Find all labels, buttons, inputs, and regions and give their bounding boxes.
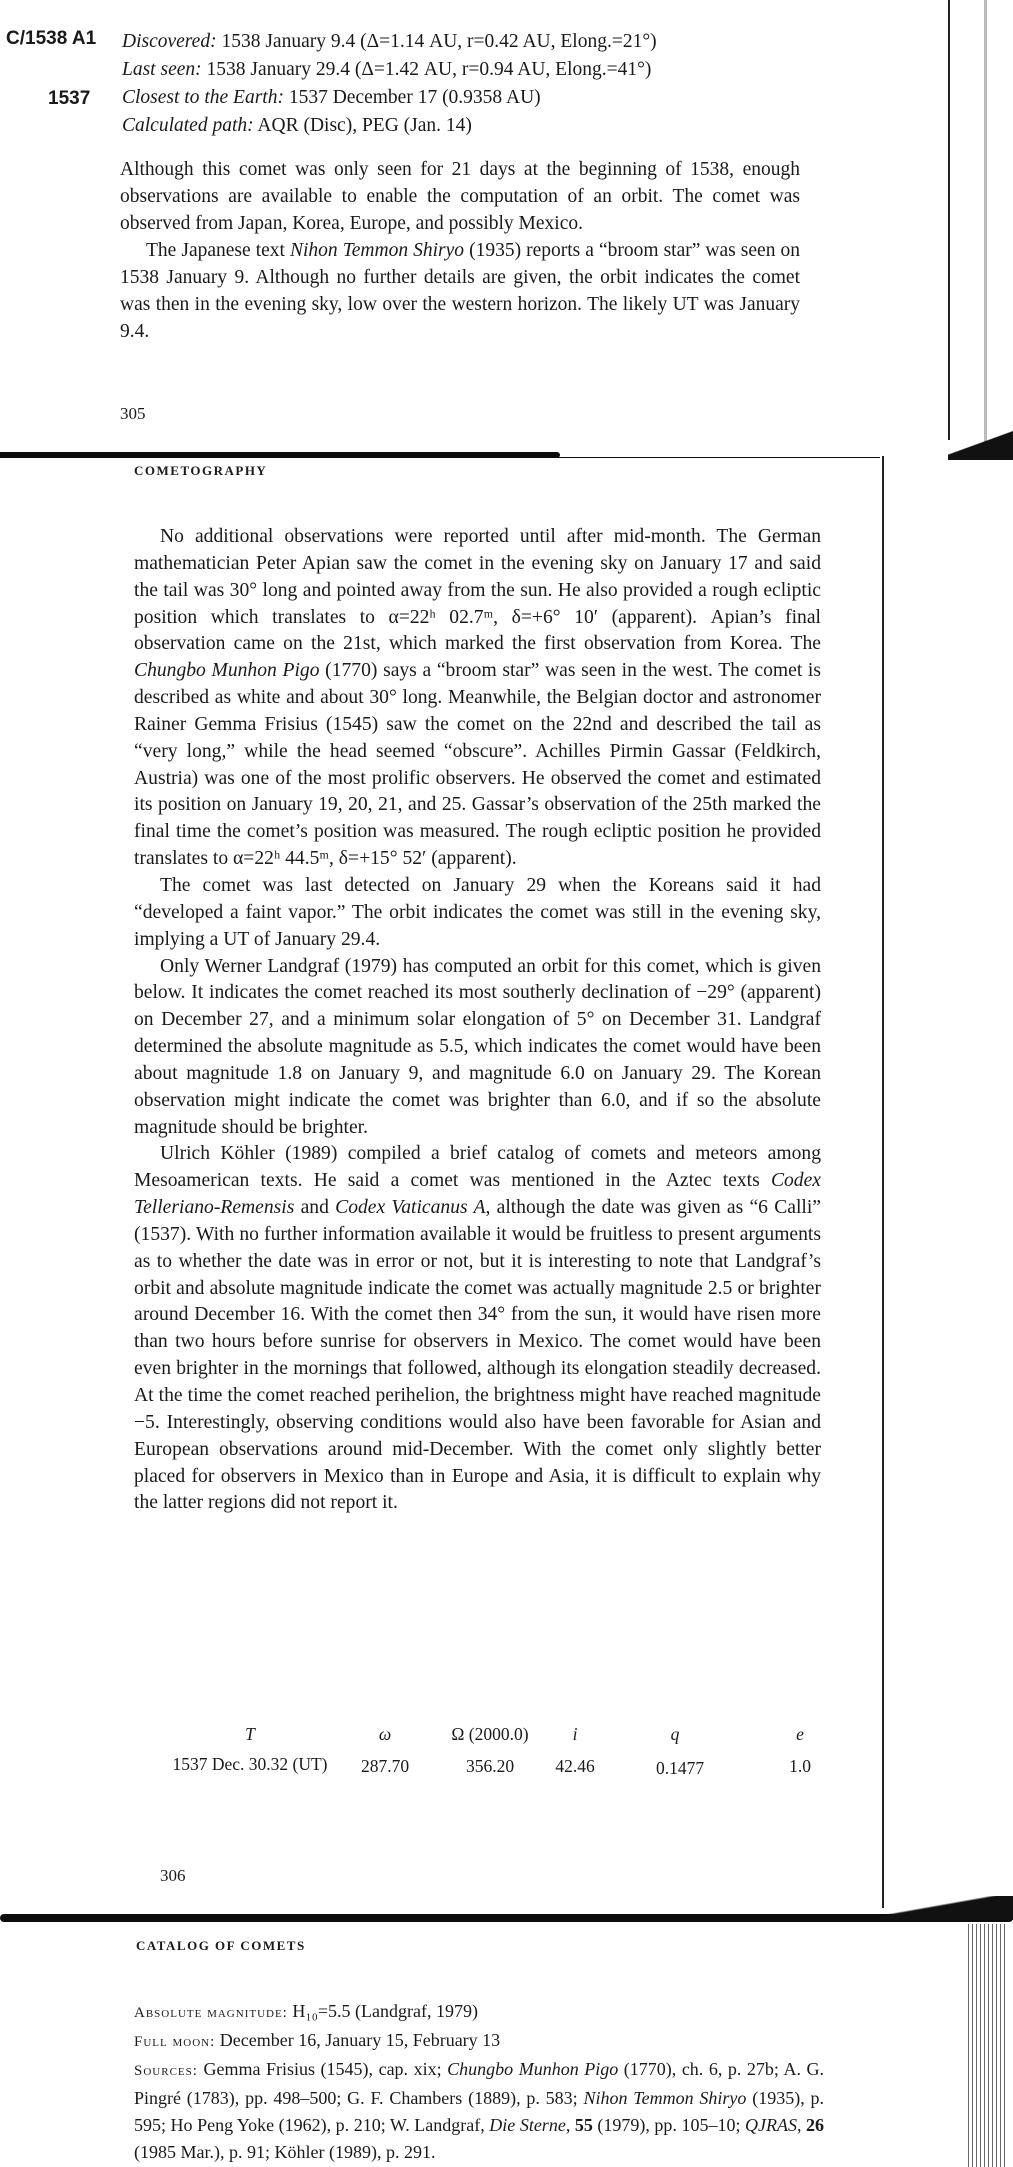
page-edge-shadow bbox=[984, 0, 987, 450]
page1-text bbox=[120, 156, 800, 345]
text: (1770) says a “broom star” was seen in the west. The comet is described as white and about 30° long. Meanwhile, the Belgian doctor and astronomer Rainer Gemma Frisius (1545) saw the comet on the 22nd and described the tail as “very long,” while the head seemed “obscure”. Achilles Pirmin Gassar (Feldkirch, Austria) was one of the most prolific observers. He observed the comet and estimated its position on January 19, 20, 21, and 25. Gassar’s observation of the 25th marked the final time the comet’s position was measured. The rough ecliptic position he provided translates to α=22ʰ 44.5ᵐ, δ=+15° 52′ (apparent). bbox=[134, 660, 821, 870]
paragraph bbox=[134, 524, 821, 873]
orbit-header: e bbox=[796, 1724, 804, 1744]
volume-number: 55 bbox=[574, 2115, 593, 2135]
absolute-magnitude-label: Absolute magnitude: bbox=[134, 2005, 288, 2021]
book-title: QJRAS bbox=[745, 2115, 797, 2135]
book-title: Nihon Temmon Shiryo bbox=[583, 2088, 747, 2108]
running-head: CATALOG OF COMETS bbox=[136, 1938, 306, 1953]
orbit-value: 287.70 bbox=[360, 1756, 410, 1776]
text: (1770), ch. 6, p. 27b; A. G. Pingré (1783), pp. 498–500; G. F. Chambers (1889), p. 583; bbox=[134, 2059, 825, 2108]
path-line bbox=[122, 112, 472, 140]
orbit-value: 42.46 bbox=[555, 1756, 595, 1776]
absolute-magnitude-line bbox=[134, 1998, 824, 2027]
text: No additional observations were reported until after mid-month. The German mathematician Peter Apian saw the comet in the evening sky on January 17 and said the tail was 30° long and pointed away from the sun. He also provided a rough ecliptic position which translates to α=22ʰ 02.7ᵐ, δ=+6° 10′ (apparent). Apian’s final observation came on the 21st, which marked the first observation from Korea. The bbox=[134, 526, 821, 655]
full-moon-label: Full moon: bbox=[134, 2034, 216, 2050]
full-moon-value: December 16, January 15, February 13 bbox=[219, 2030, 501, 2050]
running-head: COMETOGRAPHY bbox=[134, 463, 268, 478]
last-seen-value: 1538 January 29.4 (Δ=1.42 AU, r=0.94 AU, Elong.=41°) bbox=[206, 59, 652, 80]
absolute-magnitude-value: H₁₀=5.5 (Landgraf, 1979) bbox=[292, 2001, 479, 2021]
book-title: Codex Vaticanus A bbox=[335, 1197, 486, 1219]
closest-value: 1537 December 17 (0.9358 AU) bbox=[288, 87, 541, 108]
text: (1935) reports a “broom star” was seen on 1538 January 9. Although no further details are given, the orbit indicates the comet was then in the evening sky, low over the western horizon. The likely UT was January 9.4. bbox=[120, 240, 800, 342]
path-label: Calculated path: bbox=[122, 115, 254, 136]
scan-edge-artifact bbox=[968, 1924, 1008, 2167]
page-number: 305 bbox=[120, 404, 146, 423]
orbit-header: T bbox=[245, 1724, 255, 1744]
text: (1935), p. 595; Ho Peng Yoke (1962), p. 210; W. Landgraf, bbox=[134, 2088, 824, 2135]
text: , bbox=[796, 2115, 807, 2135]
page-edge-line bbox=[882, 456, 884, 1908]
book-title: Codex Telleriano-Remensis bbox=[134, 1170, 821, 1219]
page-separator bbox=[200, 457, 880, 458]
text: , bbox=[565, 2115, 575, 2135]
text: Gemma Frisius (1545), cap. xix; bbox=[203, 2059, 448, 2079]
paragraph bbox=[120, 237, 800, 345]
paragraph: Although this comet was only seen for 21 days at the beginning of 1538, enough observations are available to enable the computation of an orbit. The comet was observed from Japan, Korea, Europe, and possibly Mexico. bbox=[120, 159, 800, 234]
page-curl bbox=[948, 430, 1013, 460]
path-value: AQR (Disc), PEG (Jan. 14) bbox=[257, 115, 472, 136]
page3-text bbox=[134, 1998, 824, 2166]
closest-line bbox=[122, 84, 541, 112]
full-moon-line bbox=[134, 2027, 824, 2056]
discovered-line bbox=[122, 28, 657, 56]
comet-designation: C/1538 A1 bbox=[6, 28, 97, 49]
book-title: Chungbo Munhon Pigo bbox=[447, 2059, 619, 2079]
text: (1985 Mar.), p. 91; Köhler (1989), p. 291. bbox=[134, 2142, 436, 2162]
paragraph: Only Werner Landgraf (1979) has computed an orbit for this comet, which is given below. It indicates the comet reached its most southerly declination of −29° (apparent) on December 27, and a minimum solar elongation of 5° on December 31. Landgraf determined the absolute magnitude as 5.5, which indicates the comet would have been about magnitude 1.8 on January 9, and magnitude 6.0 on January 29. The Korean observation might indicate the comet was brighter than 6.0, and if so the absolute magnitude should be brighter. bbox=[134, 955, 821, 1138]
volume-number: 26 bbox=[806, 2115, 825, 2135]
orbit-header: i bbox=[572, 1724, 578, 1744]
page2-text bbox=[134, 524, 821, 1517]
text: (1979), pp. 105–10; bbox=[592, 2115, 745, 2135]
orbit-value: 1537 Dec. 30.32 (UT) bbox=[172, 1754, 328, 1774]
orbit-value: 356.20 bbox=[465, 1756, 515, 1776]
page-edge-line bbox=[948, 0, 950, 440]
page-curl bbox=[880, 1896, 1013, 1920]
book-title: Die Sterne bbox=[489, 2115, 566, 2135]
orbit-header: Ω (2000.0) bbox=[451, 1724, 529, 1744]
text: The Japanese text bbox=[146, 240, 290, 261]
last-seen-line bbox=[122, 56, 651, 84]
text: Ulrich Köhler (1989) compiled a brief catalog of comets and meteors among Mesoamerican texts. He said a comet was mentioned in the Aztec texts bbox=[134, 1143, 821, 1192]
page-number: 306 bbox=[160, 1866, 186, 1885]
orbit-value: 1.0 bbox=[789, 1756, 811, 1776]
sources-label: Sources: bbox=[134, 2063, 198, 2079]
discovered-label: Discovered: bbox=[122, 31, 217, 52]
orbit-value: 0.1477 bbox=[655, 1758, 705, 1778]
book-title: Nihon Temmon Shiryo bbox=[289, 240, 465, 261]
paragraph bbox=[134, 1141, 821, 1517]
text: and bbox=[294, 1197, 336, 1219]
closest-label: Closest to the Earth: bbox=[122, 87, 284, 108]
discovered-value: 1538 January 9.4 (Δ=1.14 AU, r=0.42 AU, Elong.=21°) bbox=[221, 31, 657, 52]
book-title: Chungbo Munhon Pigo bbox=[134, 660, 320, 682]
orbit-header: ω bbox=[378, 1724, 392, 1744]
comet-year: 1537 bbox=[48, 88, 91, 109]
paragraph: The comet was last detected on January 29 when the Koreans said it had “developed a faint vapor.” The orbit indicates the comet was still in the evening sky, implying a UT of January 29.4. bbox=[134, 874, 821, 950]
page-separator bbox=[0, 1914, 1013, 1922]
orbit-header: q bbox=[670, 1724, 680, 1744]
text: , although the date was given as “6 Calli” (1537). With no further information available it would be fruitless to present arguments as to whether the date was in error or not, but it is interesting to note that Landgraf’s orbit and absolute magnitude indicate the comet was actually magnitude 2.5 or brighter around December 16. With the comet then 34° from the sun, it would have risen more than two hours before sunrise for observers in Mexico. The comet would have been even brighter in the mornings that followed, although its elongation steadily decreased. At the time the comet reached perihelion, the brightness might have reached magnitude −5. Interestingly, observing conditions would also have been favorable for Asian and European observations around mid-December. With the comet only slightly better placed for observers in Mexico than in Europe and Asia, it is difficult to explain why the latter regions did not report it. bbox=[134, 1197, 821, 1514]
sources-line bbox=[134, 2056, 824, 2166]
last-seen-label: Last seen: bbox=[122, 59, 202, 80]
